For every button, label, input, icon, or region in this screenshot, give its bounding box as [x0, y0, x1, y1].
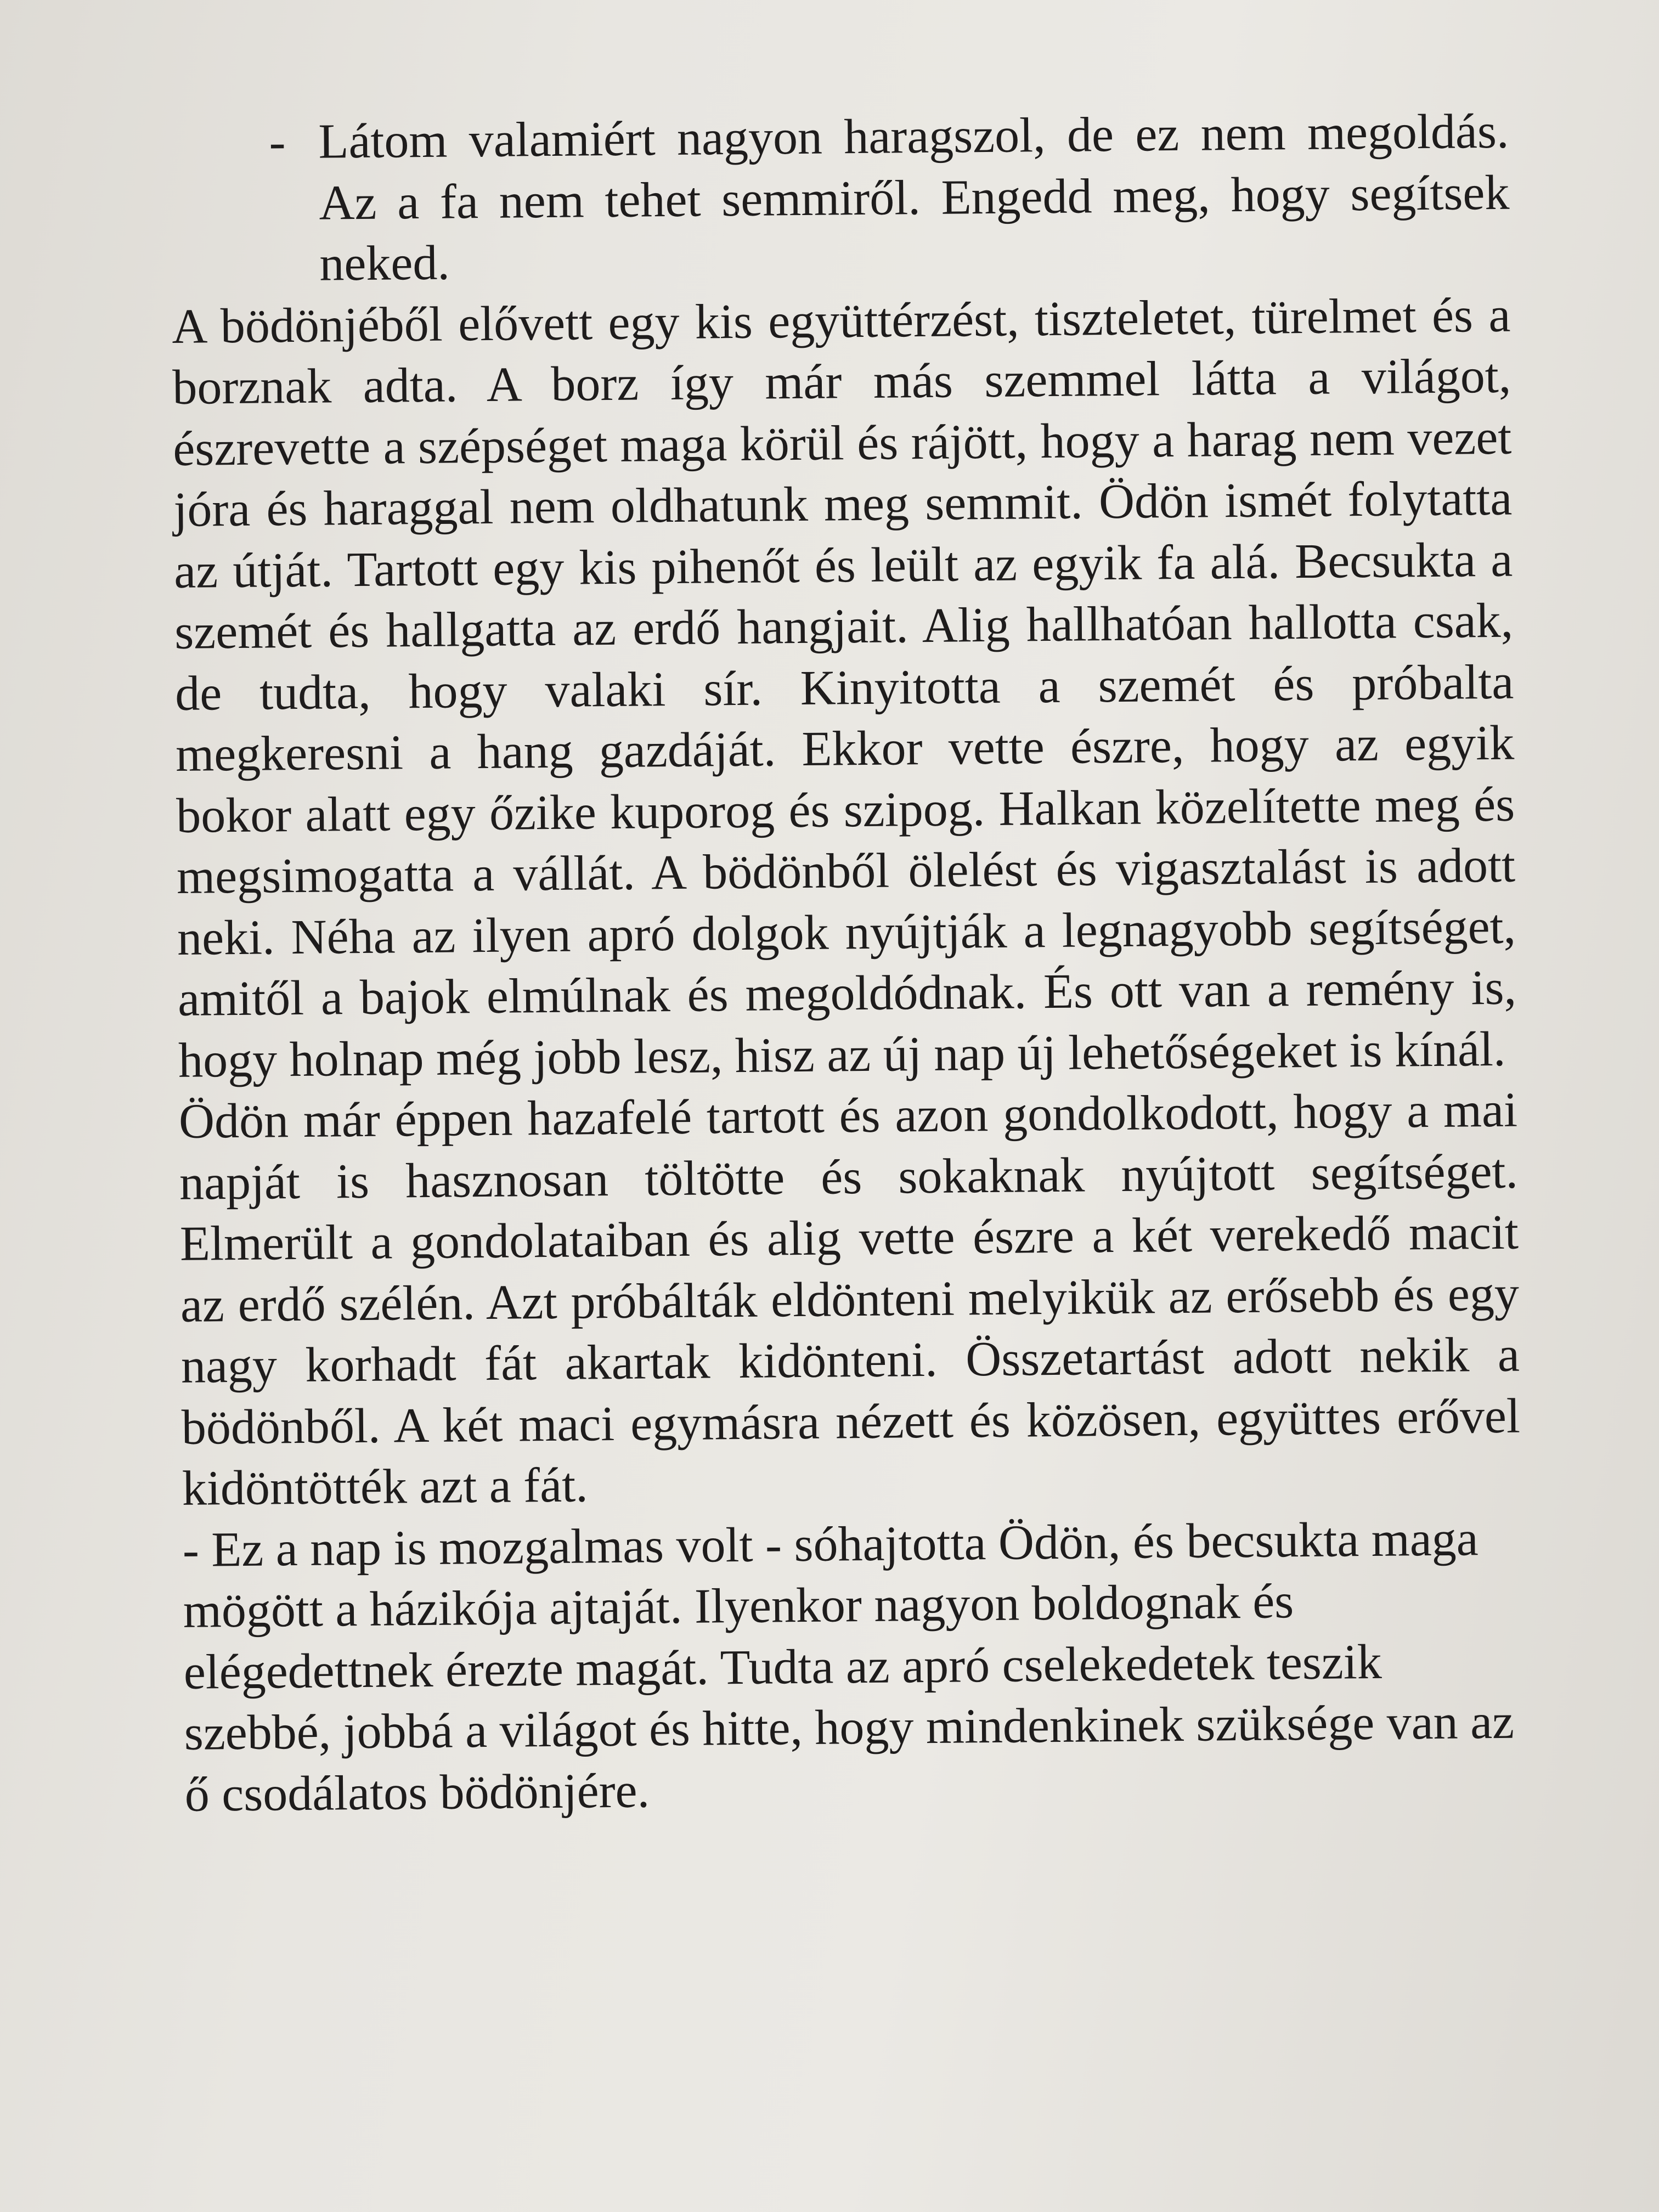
paragraph-1: A bödönjéből elővett egy kis együttérzést, tiszteletet, türelmet és a borznak adta. A borz így már más szemmel látta a világot, észrevette a szépséget maga körül és rájött, hogy a harag nem vezet jóra és haraggal nem oldhatunk meg semmit. Ödön ismét folytatta az útját. Tartott egy kis pihenőt és leült az egyik fa alá. Becsukta a szemét és hallgatta az erdő hangjait. Alig hallhatóan hallotta csak, de tudta, hogy valaki sír. Kinyitotta a szemét és próbalta megkeresni a hang gazdáját. Ekkor vette észre, hogy az egyik bokor alatt egy őzike kuporog és szipog. Halkan közelítette meg és megsimogatta a vállát. A bödönből ölelést és vigasztalást is adott neki. Néha az ilyen apró dolgok nyújtják a legnagyobb segítséget, amitől a bajok elmúlnak és megoldódnak. És ott van a remény is, hogy holnap még jobb lesz, hisz az új nap új lehetőségeket is kínál.	[171, 287, 1517, 1088]
dialog-dash: -	[269, 115, 286, 170]
dialog-text: Látom valamiért nagyon haragszol, de ez nem megoldás. Az a fa nem tehet semmiről. Engedd meg, hogy segítsek neked.	[318, 104, 1510, 291]
paragraph-2: Ödön már éppen hazafelé tartott és azon gondolkodott, hogy a mai napját is hasznosan töltötte és sokaknak nyújtott segítséget. Elmerült a gondolataiban és alig vette észre a két verekedő macit az erdő szélén. Azt próbálták eldönteni melyikük az erősebb és egy nagy korhadt fát akartak kidönteni. Összetartást adott nekik a bödönből. A két maci egymásra nézett és közösen, együttes erővel kidöntötték azt a fát.	[178, 1082, 1521, 1516]
page-text	[170, 101, 1523, 1825]
dialog-line	[269, 101, 1510, 295]
paragraph-3: - Ez a nap is mozgalmas volt - sóhajtotta Ödön, és becsukta maga mögött a házikója ajtaját. Ilyenkor nagyon boldognak és elégedettnek érezte magát. Tudta az apró cselekedetek teszik szebbé, jobbá a világot és hitte, hogy mindenkinek szüksége van az ő csodálatos bödönjére.	[182, 1511, 1515, 1822]
